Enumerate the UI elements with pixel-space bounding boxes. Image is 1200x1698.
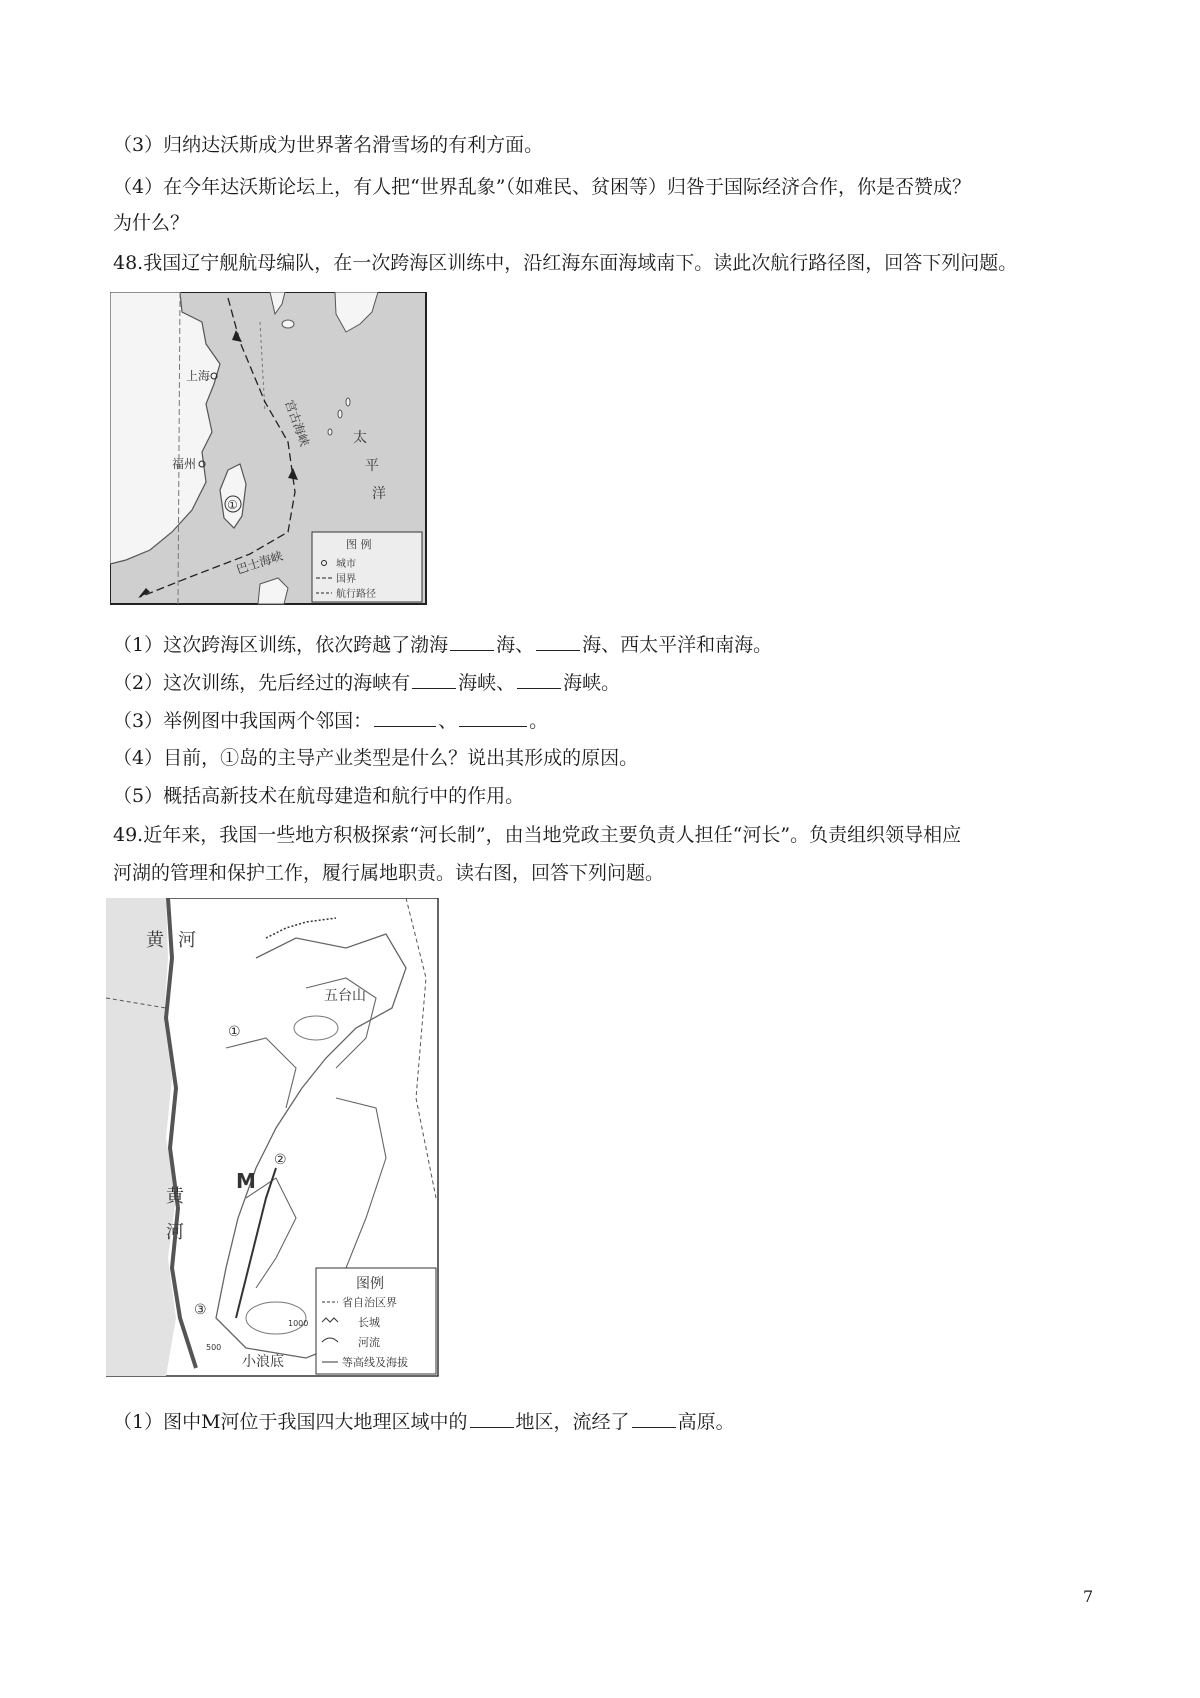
label-xiaolangdi: 小浪底: [242, 1354, 284, 1370]
label-fuzhou: 福州: [172, 457, 197, 471]
answer-blank[interactable]: [459, 706, 527, 727]
label-pacific-3: 洋: [372, 486, 386, 502]
label-huanghe-top-2: 河: [178, 930, 196, 951]
label-circle-2: ②: [274, 1152, 287, 1168]
shanxi-map: [106, 898, 442, 1380]
legend1-title: 图 例: [346, 538, 372, 551]
page-number: 7: [1083, 1587, 1094, 1606]
q48-sub3: （3）举例图中我国两个邻国： 、 。: [113, 706, 548, 734]
answer-blank[interactable]: [632, 1407, 676, 1428]
legend2-boundary: 省自治区界: [342, 1296, 397, 1309]
q49-stem-1: 49.近年来，我国一些地方积极探索“河长制”，由当地党政主要负责人担任“河长”。负责组织领导相应: [113, 824, 962, 846]
answer-blank[interactable]: [374, 706, 436, 727]
label-island-1: ①: [227, 498, 238, 512]
label-huanghe-side-1: 黄: [166, 1186, 184, 1207]
label-miyako: 宫古海峡: [282, 398, 312, 449]
legend1-border: 国界: [336, 574, 356, 585]
label-huanghe-top-1: 黄: [146, 930, 164, 951]
label-bashi: 巴士海峡: [234, 548, 285, 577]
legend1-route: 航行路径: [336, 589, 376, 600]
q47-sub4-cont: 为什么？: [113, 212, 190, 234]
label-m-river: M: [236, 1169, 256, 1193]
answer-blank[interactable]: [517, 668, 561, 689]
legend2-title: 图例: [356, 1276, 384, 1292]
answer-blank[interactable]: [470, 1407, 514, 1428]
q47-sub4: （4）在今年达沃斯论坛上，有人把“世界乱象”（如难民、贫困等）归咎于国际经济合作，你是否赞成？: [113, 176, 972, 198]
q47-sub3: （3）归纳达沃斯成为世界著名滑雪场的有利方面。: [113, 134, 544, 156]
legend1-city: 城市: [336, 559, 356, 570]
route-map: [110, 292, 430, 608]
q48-stem: 48.我国辽宁舰航母编队，在一次跨海区训练中，沿红海东面海域南下。读此次航行路径图，回答下列问题。: [113, 252, 1018, 274]
label-contour-1000: 1000: [288, 1319, 309, 1328]
label-wutaishan: 五台山: [324, 988, 366, 1004]
legend2-contour: 等高线及海拔: [342, 1356, 408, 1369]
label-pacific-1: 太: [353, 430, 367, 446]
legend2-wall: 长城: [358, 1316, 380, 1329]
answer-blank[interactable]: [412, 668, 456, 689]
q48-sub1: （1）这次跨海区训练，依次跨越了渤海 海、 海、西太平洋和南海。: [113, 630, 772, 658]
q48-sub4: （4）目前，①岛的主导产业类型是什么？说出其形成的原因。: [113, 747, 639, 769]
answer-blank[interactable]: [450, 630, 494, 651]
label-circle-3: ③: [194, 1302, 207, 1318]
legend2-river: 河流: [358, 1336, 380, 1349]
label-huanghe-side-2: 河: [166, 1222, 184, 1243]
label-circle-1: ①: [228, 1024, 241, 1040]
q48-sub5: （5）概括高新技术在航母建造和航行中的作用。: [113, 785, 525, 807]
label-pacific-2: 平: [365, 458, 379, 474]
label-contour-500: 500: [206, 1343, 222, 1352]
q49-sub1: （1）图中M河位于我国四大地理区域中的 地区，流经了 高原。: [113, 1407, 735, 1435]
q49-stem-2: 河湖的管理和保护工作，履行属地职责。读右图，回答下列问题。: [113, 862, 665, 884]
q48-sub2: （2）这次训练，先后经过的海峡有 海峡、 海峡。: [113, 668, 620, 696]
answer-blank[interactable]: [536, 630, 580, 651]
label-shanghai: 上海: [186, 369, 211, 383]
